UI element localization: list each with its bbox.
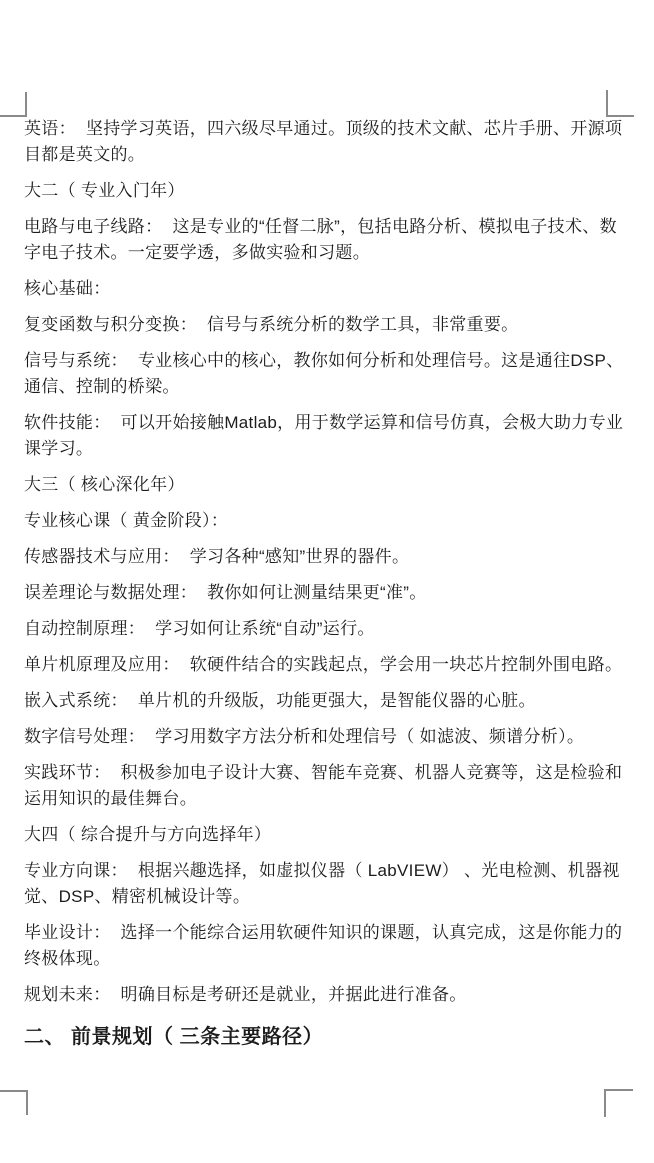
paragraph: 专业方向课： 根据兴趣选择，如虚拟仪器（ LabVIEW） 、光电检测、机器视觉、DSP、精密机械设计等。 xyxy=(24,861,620,906)
paragraph: 核心基础： xyxy=(24,279,111,298)
paragraph: 规划未来： 明确目标是考研还是就业，并据此进行准备。 xyxy=(24,985,467,1004)
paragraph: 大三（ 核心深化年） xyxy=(24,475,185,494)
paragraph: 信号与系统： 专业核心中的核心，教你如何分析和处理信号。这是通往DSP、通信、控制的桥梁。 xyxy=(24,351,624,396)
document-content xyxy=(24,116,631,1052)
paragraph: 电路与电子线路： 这是专业的“任督二脉”，包括电路分析、模拟电子技术、数字电子技术。一定要学透，多做实验和习题。 xyxy=(24,217,617,262)
paragraph: 误差理论与数据处理： 教你如何让测量结果更“准”。 xyxy=(24,583,427,602)
paragraph: 数字信号处理： 学习用数字方法分析和处理信号（ 如滤波、频谱分析）。 xyxy=(24,727,585,746)
corner-crop-mark-top-left xyxy=(0,92,27,117)
corner-crop-mark-top-right xyxy=(606,90,634,117)
corner-crop-mark-bottom-left xyxy=(0,1090,28,1115)
paragraph: 大四（ 综合提升与方向选择年） xyxy=(24,825,272,844)
section-heading: 二、 前景规划（ 三条主要路径） xyxy=(24,1026,324,1048)
paragraph: 自动控制原理： 学习如何让系统“自动”运行。 xyxy=(24,619,375,638)
paragraph: 单片机原理及应用： 软硬件结合的实践起点，学会用一块芯片控制外围电路。 xyxy=(24,655,623,674)
paragraph: 复变函数与积分变换： 信号与系统分析的数学工具，非常重要。 xyxy=(24,315,519,334)
paragraph: 嵌入式系统： 单片机的升级版，功能更强大，是智能仪器的心脏。 xyxy=(24,691,536,710)
paragraph: 传感器技术与应用： 学习各种“感知”世界的器件。 xyxy=(24,547,410,566)
paragraph: 软件技能： 可以开始接触Matlab，用于数学运算和信号仿真，会极大助力专业课学习。 xyxy=(24,413,624,458)
paragraph: 实践环节： 积极参加电子设计大赛、智能车竞赛、机器人竞赛等，这是检验和运用知识的最佳舞台。 xyxy=(24,763,623,808)
paragraph: 大二（ 专业入门年） xyxy=(24,181,185,200)
paragraph: 英语： 坚持学习英语，四六级尽早通过。顶级的技术文献、芯片手册、开源项目都是英文的。 xyxy=(24,119,623,164)
corner-crop-mark-bottom-right xyxy=(604,1089,633,1117)
paragraph: 毕业设计： 选择一个能综合运用软硬件知识的课题，认真完成，这是你能力的终极体现。 xyxy=(24,923,623,968)
paragraph: 专业核心课（ 黄金阶段）： xyxy=(24,511,229,530)
